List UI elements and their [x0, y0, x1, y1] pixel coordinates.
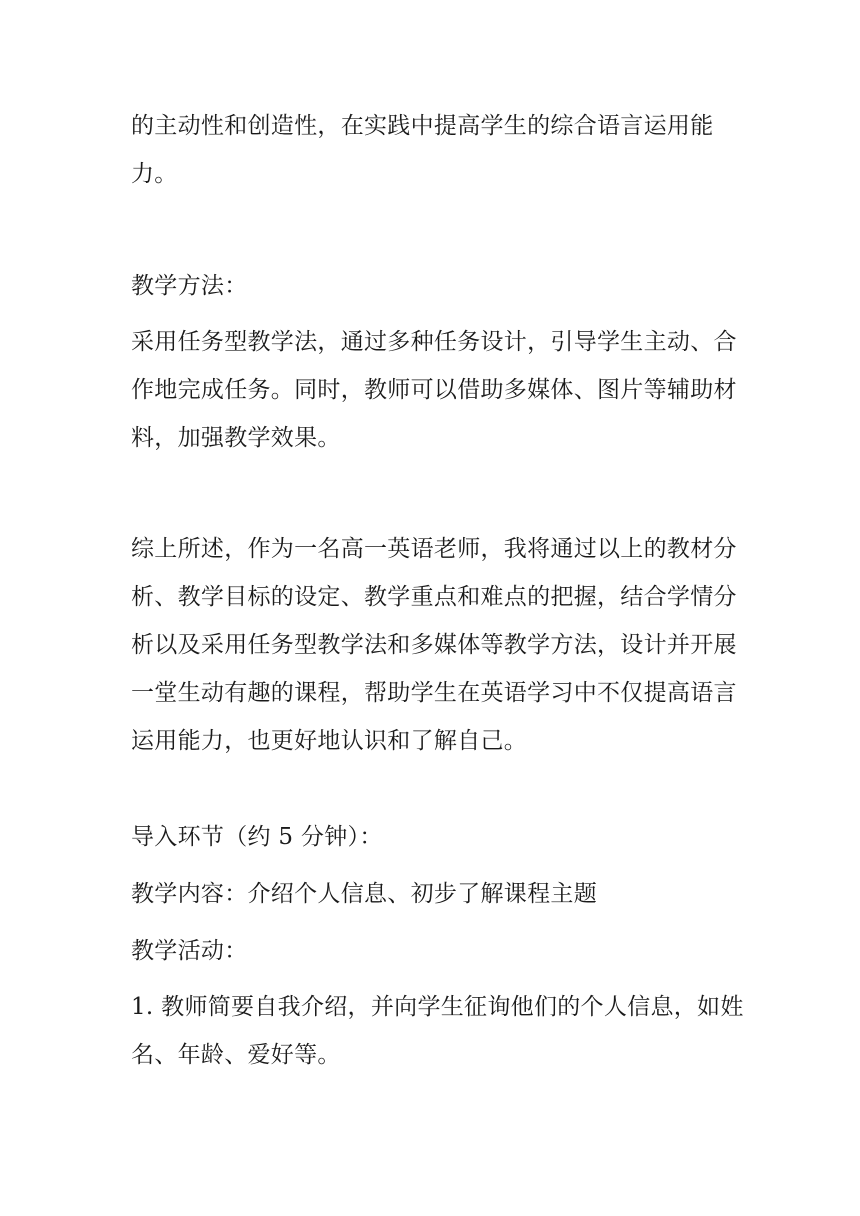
- text-line: 教学内容：介绍个人信息、初步了解课程主题: [131, 881, 597, 907]
- text-line: 析以及采用任务型教学法和多媒体等教学方法，设计并开展: [131, 632, 737, 658]
- text-line: 作地完成任务。同时，教师可以借助多媒体、图片等辅助材: [131, 377, 737, 403]
- paragraph-intro-continued: [131, 102, 731, 198]
- text-line: 一堂生动有趣的课程，帮助学生在英语学习中不仅提高语言: [131, 680, 737, 706]
- paragraph-teaching-method: [131, 318, 737, 462]
- text-line: 综上所述，作为一名高一英语老师，我将通过以上的教材分: [131, 536, 737, 562]
- text-line: 析、教学目标的设定、教学重点和难点的把握，结合学情分: [131, 584, 737, 610]
- text-line: 导入环节（约 5 分钟）：: [131, 824, 383, 850]
- teaching-activity-heading: [131, 927, 731, 975]
- text-line: 1. 教师简要自我介绍，并向学生征询他们的个人信息，如姓: [131, 994, 744, 1020]
- teaching-content-line: [131, 870, 731, 918]
- paragraph-summary: [131, 525, 737, 765]
- text-line: 的主动性和创造性，在实践中提高学生的综合语言运用能: [131, 113, 714, 139]
- text-line: 采用任务型教学法，通过多种任务设计，引导学生主动、合: [131, 329, 737, 355]
- text-line: 名、年龄、爱好等。: [131, 1042, 341, 1068]
- text-line: 力。: [131, 161, 178, 187]
- activity-item-1: [131, 983, 744, 1079]
- text-line: 教学方法：: [131, 273, 248, 299]
- text-line: 运用能力，也更好地认识和了解自己。: [131, 728, 528, 754]
- heading-intro-section: [131, 813, 731, 861]
- heading-teaching-method: [131, 262, 731, 310]
- text-line: 教学活动：: [131, 938, 248, 964]
- text-line: 料，加强教学效果。: [131, 425, 341, 451]
